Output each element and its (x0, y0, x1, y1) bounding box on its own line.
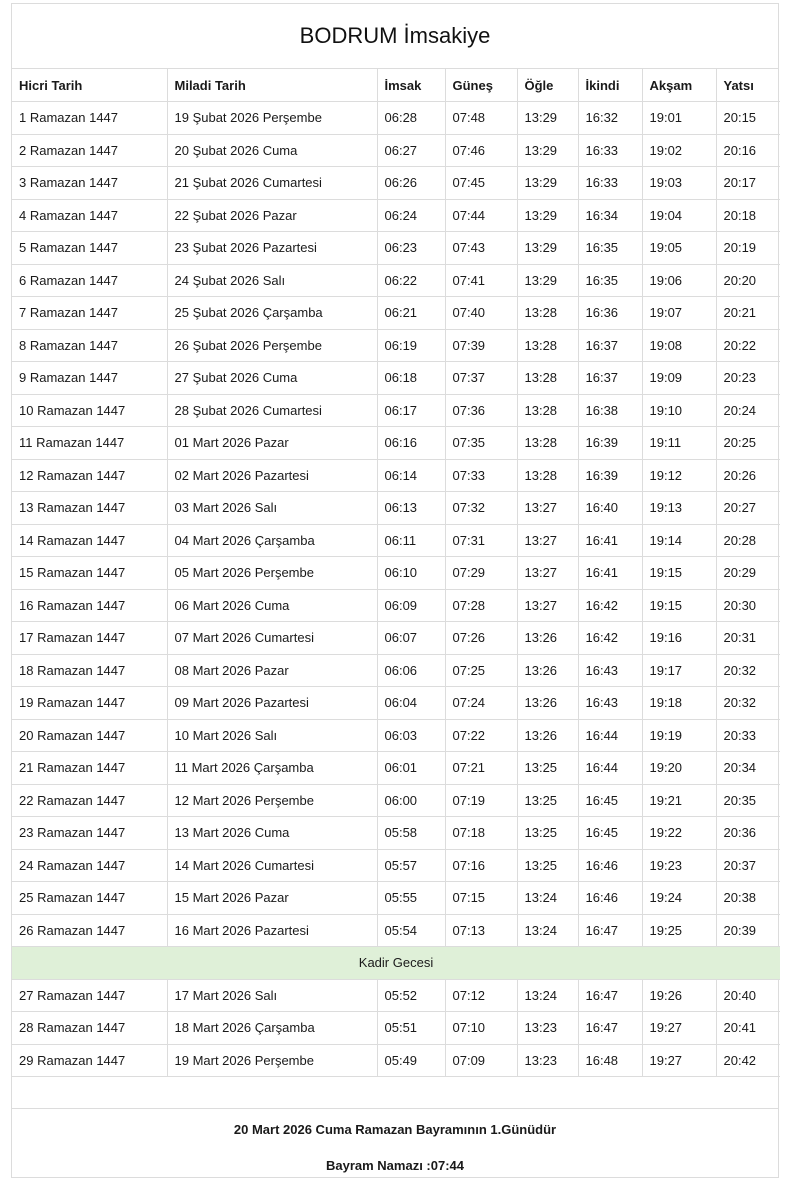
cell-yatsi: 20:41 (716, 1012, 780, 1045)
cell-yatsi: 20:37 (716, 849, 780, 882)
cell-ikindi: 16:36 (578, 297, 642, 330)
bayram-notice: 20 Mart 2026 Cuma Ramazan Bayramının 1.Günüdür (233, 1122, 557, 1137)
cell-gunes: 07:21 (445, 752, 517, 785)
cell-hicri-tarih: 10 Ramazan 1447 (12, 394, 167, 427)
cell-ikindi: 16:46 (578, 882, 642, 915)
cell-yatsi: 20:34 (716, 752, 780, 785)
table-row (12, 979, 780, 1012)
cell-miladi-tarih: 12 Mart 2026 Perşembe (167, 784, 377, 817)
cell-ogle: 13:27 (517, 524, 578, 557)
cell-ogle: 13:26 (517, 622, 578, 655)
cell-aksam: 19:08 (642, 329, 716, 362)
cell-hicri-tarih: 4 Ramazan 1447 (12, 199, 167, 232)
cell-aksam: 19:11 (642, 427, 716, 460)
cell-imsak: 05:58 (377, 817, 445, 850)
cell-imsak: 06:07 (377, 622, 445, 655)
cell-yatsi: 20:26 (716, 459, 780, 492)
cell-ikindi: 16:45 (578, 817, 642, 850)
cell-hicri-tarih: 12 Ramazan 1447 (12, 459, 167, 492)
table-row (12, 1012, 780, 1045)
cell-miladi-tarih: 15 Mart 2026 Pazar (167, 882, 377, 915)
header-imsak: İmsak (377, 69, 445, 102)
cell-aksam: 19:07 (642, 297, 716, 330)
cell-hicri-tarih: 26 Ramazan 1447 (12, 914, 167, 947)
cell-ikindi: 16:42 (578, 622, 642, 655)
cell-miladi-tarih: 13 Mart 2026 Cuma (167, 817, 377, 850)
cell-ogle: 13:25 (517, 849, 578, 882)
cell-ikindi: 16:47 (578, 914, 642, 947)
cell-ogle: 13:26 (517, 687, 578, 720)
cell-imsak: 06:26 (377, 167, 445, 200)
cell-hicri-tarih: 6 Ramazan 1447 (12, 264, 167, 297)
cell-ogle: 13:26 (517, 654, 578, 687)
cell-miladi-tarih: 17 Mart 2026 Salı (167, 979, 377, 1012)
cell-yatsi: 20:18 (716, 199, 780, 232)
page-title: BODRUM İmsakiye (12, 4, 778, 69)
table-row (12, 849, 780, 882)
table-row (12, 264, 780, 297)
cell-ikindi: 16:43 (578, 654, 642, 687)
cell-miladi-tarih: 05 Mart 2026 Perşembe (167, 557, 377, 590)
cell-yatsi: 20:23 (716, 362, 780, 395)
cell-ogle: 13:29 (517, 102, 578, 135)
cell-miladi-tarih: 26 Şubat 2026 Perşembe (167, 329, 377, 362)
cell-aksam: 19:15 (642, 557, 716, 590)
cell-ogle: 13:29 (517, 134, 578, 167)
header-yatsi: Yatsı (716, 69, 780, 102)
table-row (12, 459, 780, 492)
cell-ogle: 13:23 (517, 1044, 578, 1077)
cell-ikindi: 16:33 (578, 134, 642, 167)
cell-yatsi: 20:36 (716, 817, 780, 850)
cell-imsak: 06:17 (377, 394, 445, 427)
cell-hicri-tarih: 19 Ramazan 1447 (12, 687, 167, 720)
cell-yatsi: 20:24 (716, 394, 780, 427)
cell-aksam: 19:10 (642, 394, 716, 427)
cell-miladi-tarih: 21 Şubat 2026 Cumartesi (167, 167, 377, 200)
cell-aksam: 19:24 (642, 882, 716, 915)
cell-gunes: 07:29 (445, 557, 517, 590)
cell-yatsi: 20:15 (716, 102, 780, 135)
cell-yatsi: 20:19 (716, 232, 780, 265)
table-row (12, 492, 780, 525)
table-row (12, 557, 780, 590)
cell-ikindi: 16:39 (578, 427, 642, 460)
cell-miladi-tarih: 24 Şubat 2026 Salı (167, 264, 377, 297)
cell-gunes: 07:46 (445, 134, 517, 167)
cell-hicri-tarih: 2 Ramazan 1447 (12, 134, 167, 167)
cell-aksam: 19:03 (642, 167, 716, 200)
cell-miladi-tarih: 19 Mart 2026 Perşembe (167, 1044, 377, 1077)
cell-yatsi: 20:35 (716, 784, 780, 817)
cell-hicri-tarih: 7 Ramazan 1447 (12, 297, 167, 330)
table-row (12, 654, 780, 687)
cell-ikindi: 16:38 (578, 394, 642, 427)
cell-ikindi: 16:47 (578, 979, 642, 1012)
cell-miladi-tarih: 02 Mart 2026 Pazartesi (167, 459, 377, 492)
cell-ogle: 13:25 (517, 784, 578, 817)
cell-imsak: 06:14 (377, 459, 445, 492)
cell-aksam: 19:15 (642, 589, 716, 622)
cell-miladi-tarih: 19 Şubat 2026 Perşembe (167, 102, 377, 135)
table-row (12, 622, 780, 655)
cell-gunes: 07:35 (445, 427, 517, 460)
cell-aksam: 19:05 (642, 232, 716, 265)
cell-hicri-tarih: 23 Ramazan 1447 (12, 817, 167, 850)
cell-ogle: 13:29 (517, 199, 578, 232)
table-row (12, 882, 780, 915)
cell-gunes: 07:13 (445, 914, 517, 947)
table-row (12, 1044, 780, 1077)
cell-aksam: 19:09 (642, 362, 716, 395)
cell-yatsi: 20:25 (716, 427, 780, 460)
cell-imsak: 06:04 (377, 687, 445, 720)
cell-yatsi: 20:28 (716, 524, 780, 557)
table-body (12, 102, 780, 1077)
cell-aksam: 19:06 (642, 264, 716, 297)
cell-hicri-tarih: 17 Ramazan 1447 (12, 622, 167, 655)
cell-gunes: 07:15 (445, 882, 517, 915)
cell-yatsi: 20:20 (716, 264, 780, 297)
cell-miladi-tarih: 09 Mart 2026 Pazartesi (167, 687, 377, 720)
cell-ikindi: 16:44 (578, 719, 642, 752)
cell-imsak: 06:22 (377, 264, 445, 297)
cell-hicri-tarih: 21 Ramazan 1447 (12, 752, 167, 785)
cell-yatsi: 20:30 (716, 589, 780, 622)
table-row (12, 394, 780, 427)
cell-aksam: 19:25 (642, 914, 716, 947)
cell-imsak: 05:55 (377, 882, 445, 915)
table-row (12, 199, 780, 232)
cell-yatsi: 20:21 (716, 297, 780, 330)
cell-miladi-tarih: 10 Mart 2026 Salı (167, 719, 377, 752)
cell-yatsi: 20:38 (716, 882, 780, 915)
header-gunes: Güneş (445, 69, 517, 102)
cell-imsak: 06:27 (377, 134, 445, 167)
cell-imsak: 05:52 (377, 979, 445, 1012)
cell-imsak: 06:01 (377, 752, 445, 785)
cell-ikindi: 16:42 (578, 589, 642, 622)
table-row (12, 427, 780, 460)
cell-ogle: 13:28 (517, 394, 578, 427)
cell-aksam: 19:21 (642, 784, 716, 817)
table-row (12, 524, 780, 557)
cell-ogle: 13:23 (517, 1012, 578, 1045)
cell-miladi-tarih: 07 Mart 2026 Cumartesi (167, 622, 377, 655)
table-row (12, 687, 780, 720)
table-row (12, 232, 780, 265)
cell-hicri-tarih: 13 Ramazan 1447 (12, 492, 167, 525)
cell-aksam: 19:22 (642, 817, 716, 850)
cell-hicri-tarih: 29 Ramazan 1447 (12, 1044, 167, 1077)
table-row (12, 784, 780, 817)
table-row (12, 589, 780, 622)
cell-hicri-tarih: 27 Ramazan 1447 (12, 979, 167, 1012)
cell-ikindi: 16:32 (578, 102, 642, 135)
cell-hicri-tarih: 16 Ramazan 1447 (12, 589, 167, 622)
cell-ikindi: 16:37 (578, 329, 642, 362)
cell-yatsi: 20:32 (716, 654, 780, 687)
cell-yatsi: 20:17 (716, 167, 780, 200)
cell-imsak: 06:23 (377, 232, 445, 265)
table-row (12, 817, 780, 850)
cell-aksam: 19:01 (642, 102, 716, 135)
cell-hicri-tarih: 18 Ramazan 1447 (12, 654, 167, 687)
cell-yatsi: 20:40 (716, 979, 780, 1012)
header-ogle: Öğle (517, 69, 578, 102)
cell-aksam: 19:04 (642, 199, 716, 232)
table-row (12, 167, 780, 200)
cell-imsak: 06:03 (377, 719, 445, 752)
cell-ogle: 13:26 (517, 719, 578, 752)
cell-gunes: 07:44 (445, 199, 517, 232)
cell-gunes: 07:25 (445, 654, 517, 687)
cell-ikindi: 16:41 (578, 557, 642, 590)
table-row (12, 134, 780, 167)
cell-imsak: 06:06 (377, 654, 445, 687)
cell-miladi-tarih: 20 Şubat 2026 Cuma (167, 134, 377, 167)
cell-ogle: 13:28 (517, 362, 578, 395)
cell-miladi-tarih: 16 Mart 2026 Pazartesi (167, 914, 377, 947)
header-miladi-tarih: Miladi Tarih (167, 69, 377, 102)
cell-hicri-tarih: 14 Ramazan 1447 (12, 524, 167, 557)
cell-miladi-tarih: 18 Mart 2026 Çarşamba (167, 1012, 377, 1045)
special-row-label: Kadir Gecesi (12, 947, 780, 980)
table-row (12, 914, 780, 947)
cell-miladi-tarih: 27 Şubat 2026 Cuma (167, 362, 377, 395)
cell-aksam: 19:23 (642, 849, 716, 882)
cell-gunes: 07:36 (445, 394, 517, 427)
cell-miladi-tarih: 06 Mart 2026 Cuma (167, 589, 377, 622)
cell-miladi-tarih: 03 Mart 2026 Salı (167, 492, 377, 525)
cell-hicri-tarih: 20 Ramazan 1447 (12, 719, 167, 752)
cell-aksam: 19:27 (642, 1044, 716, 1077)
cell-ikindi: 16:34 (578, 199, 642, 232)
cell-imsak: 06:11 (377, 524, 445, 557)
cell-aksam: 19:18 (642, 687, 716, 720)
cell-ikindi: 16:39 (578, 459, 642, 492)
cell-gunes: 07:43 (445, 232, 517, 265)
cell-yatsi: 20:32 (716, 687, 780, 720)
cell-gunes: 07:41 (445, 264, 517, 297)
cell-ikindi: 16:35 (578, 232, 642, 265)
kadir-gecesi-row (12, 947, 780, 980)
cell-gunes: 07:40 (445, 297, 517, 330)
cell-ikindi: 16:33 (578, 167, 642, 200)
cell-aksam: 19:27 (642, 1012, 716, 1045)
footer-spacer (12, 1077, 778, 1109)
cell-imsak: 06:21 (377, 297, 445, 330)
cell-imsak: 06:24 (377, 199, 445, 232)
cell-hicri-tarih: 22 Ramazan 1447 (12, 784, 167, 817)
prayer-times-table (12, 69, 780, 1077)
cell-ogle: 13:24 (517, 882, 578, 915)
cell-gunes: 07:26 (445, 622, 517, 655)
cell-imsak: 05:57 (377, 849, 445, 882)
cell-aksam: 19:20 (642, 752, 716, 785)
table-row (12, 297, 780, 330)
cell-gunes: 07:32 (445, 492, 517, 525)
cell-ogle: 13:28 (517, 297, 578, 330)
cell-hicri-tarih: 8 Ramazan 1447 (12, 329, 167, 362)
cell-yatsi: 20:29 (716, 557, 780, 590)
header-ikindi: İkindi (578, 69, 642, 102)
cell-gunes: 07:39 (445, 329, 517, 362)
cell-yatsi: 20:22 (716, 329, 780, 362)
table-row (12, 719, 780, 752)
cell-hicri-tarih: 15 Ramazan 1447 (12, 557, 167, 590)
cell-miladi-tarih: 23 Şubat 2026 Pazartesi (167, 232, 377, 265)
cell-gunes: 07:22 (445, 719, 517, 752)
table-row (12, 329, 780, 362)
cell-aksam: 19:26 (642, 979, 716, 1012)
cell-gunes: 07:19 (445, 784, 517, 817)
cell-gunes: 07:31 (445, 524, 517, 557)
cell-gunes: 07:37 (445, 362, 517, 395)
cell-imsak: 06:28 (377, 102, 445, 135)
cell-aksam: 19:16 (642, 622, 716, 655)
cell-ikindi: 16:43 (578, 687, 642, 720)
cell-miladi-tarih: 11 Mart 2026 Çarşamba (167, 752, 377, 785)
cell-aksam: 19:14 (642, 524, 716, 557)
cell-aksam: 19:19 (642, 719, 716, 752)
cell-ikindi: 16:45 (578, 784, 642, 817)
cell-ogle: 13:27 (517, 492, 578, 525)
cell-aksam: 19:02 (642, 134, 716, 167)
cell-gunes: 07:33 (445, 459, 517, 492)
cell-hicri-tarih: 28 Ramazan 1447 (12, 1012, 167, 1045)
header-aksam: Akşam (642, 69, 716, 102)
cell-ikindi: 16:46 (578, 849, 642, 882)
cell-hicri-tarih: 9 Ramazan 1447 (12, 362, 167, 395)
cell-ogle: 13:24 (517, 979, 578, 1012)
table-row (12, 752, 780, 785)
cell-ogle: 13:29 (517, 232, 578, 265)
cell-hicri-tarih: 24 Ramazan 1447 (12, 849, 167, 882)
cell-ogle: 13:25 (517, 817, 578, 850)
cell-ikindi: 16:37 (578, 362, 642, 395)
cell-imsak: 06:09 (377, 589, 445, 622)
cell-gunes: 07:12 (445, 979, 517, 1012)
cell-miladi-tarih: 28 Şubat 2026 Cumartesi (167, 394, 377, 427)
imsakiye-card (11, 3, 779, 1178)
cell-ogle: 13:27 (517, 589, 578, 622)
cell-gunes: 07:10 (445, 1012, 517, 1045)
cell-miladi-tarih: 25 Şubat 2026 Çarşamba (167, 297, 377, 330)
cell-hicri-tarih: 25 Ramazan 1447 (12, 882, 167, 915)
cell-ogle: 13:27 (517, 557, 578, 590)
cell-imsak: 06:13 (377, 492, 445, 525)
cell-ogle: 13:28 (517, 329, 578, 362)
cell-yatsi: 20:27 (716, 492, 780, 525)
table-header-row (12, 69, 780, 102)
cell-imsak: 06:18 (377, 362, 445, 395)
cell-gunes: 07:24 (445, 687, 517, 720)
cell-yatsi: 20:31 (716, 622, 780, 655)
table-row (12, 102, 780, 135)
cell-imsak: 06:16 (377, 427, 445, 460)
table-row (12, 362, 780, 395)
cell-ikindi: 16:40 (578, 492, 642, 525)
cell-ikindi: 16:44 (578, 752, 642, 785)
cell-yatsi: 20:42 (716, 1044, 780, 1077)
cell-miladi-tarih: 22 Şubat 2026 Pazar (167, 199, 377, 232)
cell-ogle: 13:29 (517, 167, 578, 200)
cell-ogle: 13:24 (517, 914, 578, 947)
cell-hicri-tarih: 3 Ramazan 1447 (12, 167, 167, 200)
cell-gunes: 07:16 (445, 849, 517, 882)
cell-miladi-tarih: 01 Mart 2026 Pazar (167, 427, 377, 460)
cell-ogle: 13:29 (517, 264, 578, 297)
cell-imsak: 06:10 (377, 557, 445, 590)
cell-hicri-tarih: 11 Ramazan 1447 (12, 427, 167, 460)
cell-gunes: 07:45 (445, 167, 517, 200)
cell-ikindi: 16:41 (578, 524, 642, 557)
cell-gunes: 07:48 (445, 102, 517, 135)
cell-hicri-tarih: 1 Ramazan 1447 (12, 102, 167, 135)
cell-ikindi: 16:47 (578, 1012, 642, 1045)
cell-aksam: 19:12 (642, 459, 716, 492)
cell-gunes: 07:18 (445, 817, 517, 850)
cell-miladi-tarih: 14 Mart 2026 Cumartesi (167, 849, 377, 882)
cell-hicri-tarih: 5 Ramazan 1447 (12, 232, 167, 265)
bayram-namazi-time: Bayram Namazı :07:44 (325, 1158, 465, 1173)
cell-ogle: 13:28 (517, 427, 578, 460)
cell-yatsi: 20:39 (716, 914, 780, 947)
cell-ikindi: 16:48 (578, 1044, 642, 1077)
cell-yatsi: 20:16 (716, 134, 780, 167)
cell-miladi-tarih: 04 Mart 2026 Çarşamba (167, 524, 377, 557)
cell-yatsi: 20:33 (716, 719, 780, 752)
cell-imsak: 05:51 (377, 1012, 445, 1045)
cell-imsak: 06:19 (377, 329, 445, 362)
cell-gunes: 07:28 (445, 589, 517, 622)
cell-imsak: 05:49 (377, 1044, 445, 1077)
cell-imsak: 06:00 (377, 784, 445, 817)
cell-miladi-tarih: 08 Mart 2026 Pazar (167, 654, 377, 687)
cell-aksam: 19:13 (642, 492, 716, 525)
cell-aksam: 19:17 (642, 654, 716, 687)
cell-ogle: 13:25 (517, 752, 578, 785)
cell-ikindi: 16:35 (578, 264, 642, 297)
cell-ogle: 13:28 (517, 459, 578, 492)
cell-imsak: 05:54 (377, 914, 445, 947)
cell-gunes: 07:09 (445, 1044, 517, 1077)
header-hicri-tarih: Hicri Tarih (12, 69, 167, 102)
